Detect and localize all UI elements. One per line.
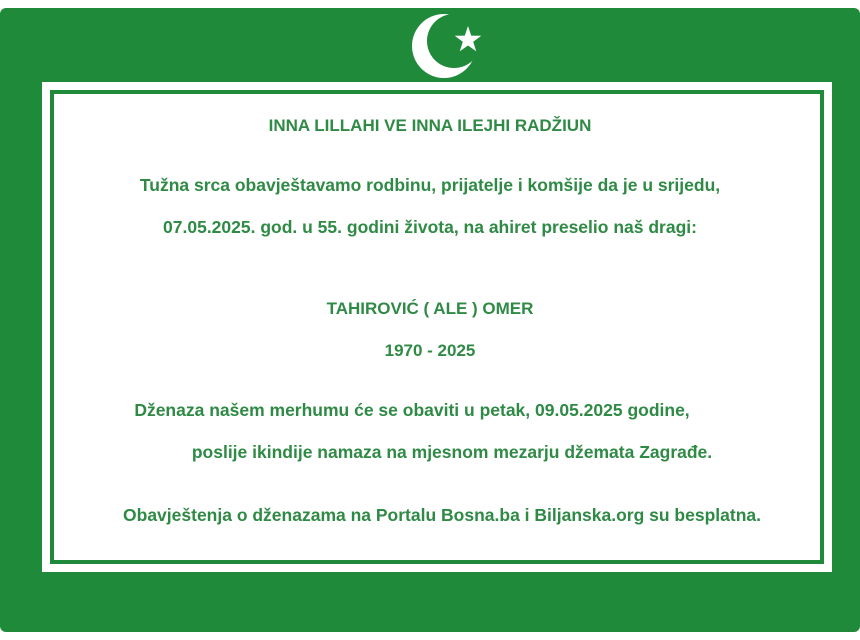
intro-line-1: Tužna srca obavještavamo rodbinu, prijatelje i komšije da je u srijedu,	[139, 175, 721, 195]
obituary-card	[0, 8, 860, 632]
deceased-name: TAHIROVIĆ ( ALE ) OMER	[326, 299, 534, 318]
footer-note: Obavještenja o dženazama na Portalu Bosna.ba i Biljanska.org su besplatna.	[123, 505, 761, 525]
heading: INNA LILLAHI VE INNA ILEJHI RADŽIUN	[268, 116, 592, 135]
notice-panel	[42, 82, 832, 572]
notice-border	[50, 90, 824, 564]
life-years: 1970 - 2025	[384, 341, 476, 360]
funeral-line-1: Dženaza našem merhumu će se obaviti u petak, 09.05.2025 godine,	[134, 400, 690, 420]
crescent-star-icon	[404, 10, 496, 88]
intro-line-2: 07.05.2025. god. u 55. godini života, na ahiret preselio naš dragi:	[163, 217, 697, 237]
funeral-line-2: poslije ikindije namaza na mjesnom mezarju džemata Zagrađe.	[191, 442, 713, 462]
